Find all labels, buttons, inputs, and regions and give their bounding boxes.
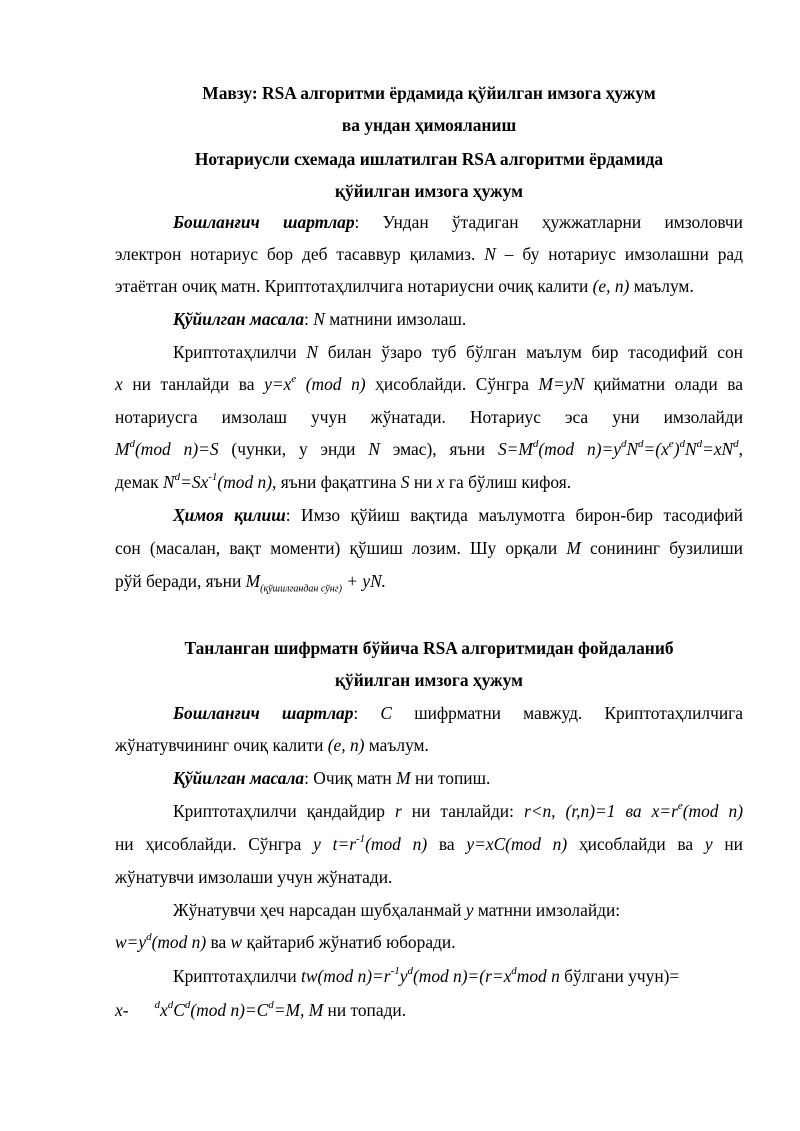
- section2-heading-2: қўйилган имзога ҳужум: [335, 670, 523, 690]
- section1-heading-1: Нотариусли схемада ишлатилган RSA алгоритми ёрдамида: [194, 149, 664, 169]
- section1-conditions-line-3: этаётган очиқ матн. Криптотаҳлилчига нотариусни очиқ калити (e, n) маълум.: [115, 276, 694, 296]
- title-line-1: Мавзу: RSA алгоритми ёрдамида қўйилган имзога ҳужум: [202, 83, 656, 103]
- section1-paragraph-line-2: x ни танлайди ва $y=x^e$ (mod n) ҳисоблайди. Сўнгра M=yN қийматни олади ва: [115, 373, 743, 394]
- section2-heading-1: Танланган шифрматн бўйича RSA алгоритмидан фойдаланиб: [184, 638, 674, 658]
- section2-paragraph-line-4: Жўнатувчи ҳеч нарсадан шубҳаланмай y матнни имзолайди:: [173, 900, 621, 920]
- section2-paragraph-line-7: x- $^dx^dC^d(mod$ $n)=C^d=M$, M ни топади.: [115, 999, 407, 1020]
- section1-protection-line-3: рўй беради, яъни $M_{(қўшилгандан сўнг)}$ + yN.: [115, 571, 387, 595]
- section2-conditions-line-1: Бошланғич шартлар: C шифрматни мавжуд. Криптотаҳлилчига: [173, 703, 743, 723]
- section1-protection-line-1: Ҳимоя қилиш: Имзо қўйиш вақтида маълумотга бирон-бир тасодифий: [173, 505, 743, 525]
- section2-task: Қўйилган масала: Очиқ матн M ни топиш.: [173, 768, 491, 788]
- section1-paragraph-line-4: $M^d(mod$ n)=S (чунки, у энди N эмас), яъни $S=M^d(mod$ $n)=y^dN^d=(x^e)^dN^d=xN^d$,: [115, 438, 744, 459]
- section2-paragraph-line-3: жўнатувчи имзолаши учун жўнатади.: [115, 867, 393, 887]
- title-line-2: ва ундан ҳимояланиш: [341, 115, 517, 135]
- section1-protection-line-2: сон (масалан, вақт моменти) қўшиш лозим. Шу орқали M сонининг бузилиши: [115, 538, 743, 558]
- section2-paragraph-line-1: Криптотаҳлилчи қандайдир r ни танлайди: r<n, (r,n)=1 ва $x=r^e(mod$ n): [173, 800, 743, 821]
- section1-paragraph-line-5: демак $N^d=Sx^{-1}(mod$ n), яъни фақатгина S ни x га бўлиш кифоя.: [115, 471, 572, 492]
- section1-conditions-line-2: электрон нотариус бор деб тасаввур қиламиз. N – бу нотариус имзолашни рад: [115, 244, 743, 264]
- section1-paragraph-line-1: Криптотаҳлилчи N билан ўзаро туб бўлган маълум бир тасодифий сон: [173, 342, 743, 362]
- section1-paragraph-line-3: нотариусга имзолаш учун жўнатади. Нотариус эса уни имзолайди: [115, 407, 743, 427]
- section2-paragraph-line-2: ни ҳисоблайди. Сўнгра y $t=r^{-1}(mod$ n) ва y=xC(mod n) ҳисоблайди ва y ни: [115, 833, 743, 854]
- section2-conditions-line-2: жўнатувчининг очиқ калити (e, n) маълум.: [115, 735, 429, 755]
- section1-conditions-line-1: Бошланғич шартлар: Ундан ўтадиган ҳужжатларни имзоловчи: [173, 212, 743, 232]
- section2-paragraph-line-6: Криптотаҳлилчи tw(mod $n)=r^{-1}y^d(mod$ $n)=(r=x^dmod$ n бўлгани учун)=: [173, 965, 680, 986]
- section1-heading-2: қўйилган имзога ҳужум: [335, 181, 523, 201]
- section1-task: Қўйилган масала: N матнини имзолаш.: [173, 309, 467, 329]
- section2-paragraph-line-5: $w=y^d(mod$ n) ва w қайтариб жўнатиб юборади.: [115, 931, 456, 952]
